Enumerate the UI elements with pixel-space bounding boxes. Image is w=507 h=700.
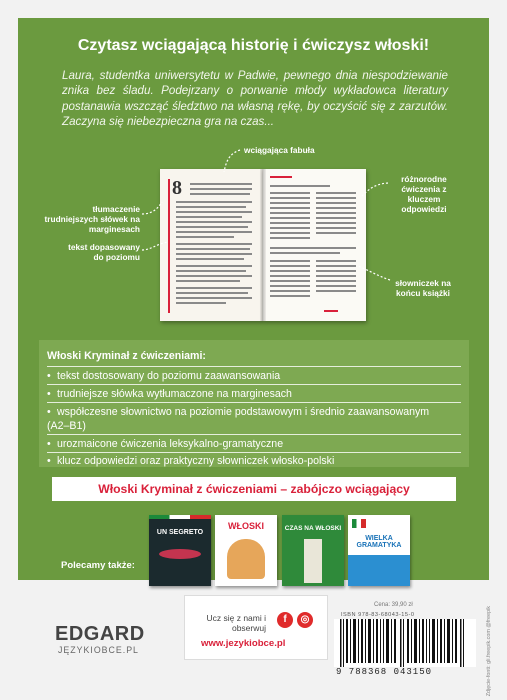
recommend-label: Polecamy także: (61, 560, 135, 571)
recommended-book-3[interactable]: CZAS NA WŁOSKI (282, 515, 344, 586)
features-box (39, 340, 469, 467)
recommended-book-4[interactable]: WIELKA GRAMATYKA (348, 515, 410, 586)
follow-text: Ucz się z nami i obserwuj (206, 613, 266, 633)
website-link[interactable]: www.jezykiobce.pl (201, 638, 286, 649)
callout-vocab-margins: tłumaczenie trudniejszych słówek na marginesach (44, 204, 140, 234)
barcode-digits: 9 788368 043150 (336, 667, 433, 677)
divider (47, 384, 461, 385)
divider (47, 366, 461, 367)
feature-item: • klucz odpowiedzi oraz praktyczny słowniczek włosko-polski (47, 455, 335, 467)
price: Cena: 39,90 zł (374, 602, 413, 608)
features-heading: Włoski Kryminał z ćwiczeniami: (47, 350, 206, 362)
feature-item: • tekst dostosowany do poziomu zaawansowania (47, 370, 281, 382)
photo-credit: Zdjęcie-fonti: gli.freepik.com @freepik (486, 606, 492, 697)
callout-connectors (18, 18, 489, 338)
divider (47, 402, 461, 403)
follow-box (184, 595, 328, 660)
tagline-banner: Włoski Kryminał z ćwiczeniami – zabójczo wciągający (52, 477, 456, 501)
callout-level-text: tekst dopasowany do poziomu (68, 242, 140, 262)
chapter-number: 8 (172, 177, 182, 199)
publisher-sub: JĘZYKIOBCE.PL (58, 645, 139, 655)
callout-exercises: różnorodne ćwiczenia z kluczem odpowiedzi (401, 174, 447, 214)
callout-story: wciągająca fabuła (244, 145, 315, 155)
isbn: ISBN 978-83-68043-15-0 (341, 612, 415, 618)
barcode (334, 619, 476, 667)
feature-item: • trudniejsze słówka wytłumaczone na marginesach (47, 388, 292, 400)
recommended-book-2[interactable]: WŁOSKI (215, 515, 277, 586)
facebook-icon[interactable]: f (277, 612, 293, 628)
recommended-book-1[interactable]: UN SEGRETO (149, 515, 211, 586)
green-panel (18, 18, 489, 580)
feature-item: • urozmaicone ćwiczenia leksykalno-gramatyczne (47, 438, 284, 450)
publisher-logo: EDGARD (55, 623, 145, 645)
divider (47, 434, 461, 435)
feature-item: • współczesne słownictwo na poziomie podstawowym i średnio zaawansowanym (A2–B1) (47, 406, 430, 432)
callout-glossary: słowniczek na końcu książki (395, 278, 451, 298)
intro-paragraph: Laura, studentka uniwersytetu w Padwie, pewnego dnia niespodziewanie znika bez śladu. Podejrzany o porwanie młody wykładowca literatury postanawia wszcząć śledztwo na własną rękę, by oczyścić się z zarzutów. Zaczyna się niebezpieczna gra na czas... (62, 69, 448, 129)
divider (47, 452, 461, 453)
instagram-icon[interactable]: ◎ (297, 612, 313, 628)
headline: Czytasz wciągającą historię i ćwiczysz włoski! (77, 37, 430, 54)
